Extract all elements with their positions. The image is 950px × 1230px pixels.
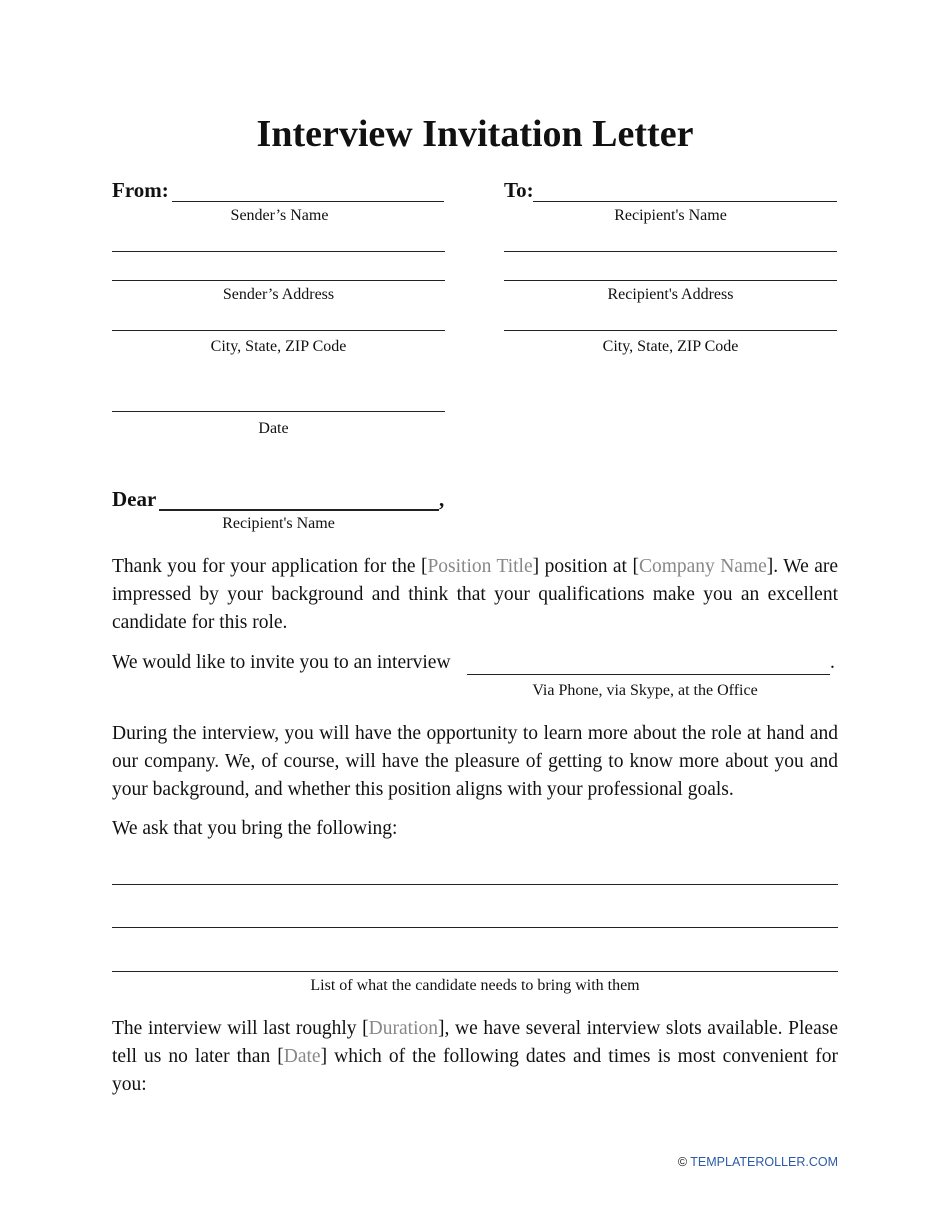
recipient-name-caption: Recipient's Name [614,207,727,224]
date-field[interactable] [112,411,445,412]
para1-text-2: position at [539,556,633,577]
interview-type-field[interactable] [467,674,830,675]
recipient-address-caption: Recipient's Address [607,286,734,303]
para3-bracket-close-1: ] [438,1018,445,1039]
sender-name-field[interactable] [172,201,444,202]
paragraph-application [112,553,838,637]
para1-bracket-open-1: [ [420,556,428,577]
footer-credit [678,1155,838,1169]
para3-bracket-close-2: ] [320,1046,328,1067]
position-title-placeholder[interactable]: Position Title [427,556,533,577]
para1-bracket-close-2: ] [766,556,774,577]
sender-address-caption: Sender’s Address [222,286,335,303]
para3-bracket-open-2: [ [277,1046,284,1067]
document-title: Interview Invitation Letter [256,113,694,155]
to-label: To: [504,178,534,202]
para3-bracket-open-1: [ [362,1018,369,1039]
interview-type-caption: Via Phone, via Skype, at the Office [532,682,758,699]
sender-address-line-1[interactable] [112,251,445,252]
bring-list-caption: List of what the candidate needs to bring with them [310,977,640,994]
salutation-comma: , [439,487,445,511]
bring-list-line-1[interactable] [112,884,838,885]
salutation-name-field[interactable] [159,509,439,511]
para1-bracket-open-2: [ [632,556,639,577]
sender-city-field[interactable] [112,330,445,331]
duration-placeholder[interactable]: Duration [368,1018,438,1039]
recipient-city-caption: City, State, ZIP Code [602,338,739,355]
para1-text-1: Thank you for your application for the [112,556,421,577]
company-name-placeholder[interactable]: Company Name [638,556,767,577]
para1-bracket-close-1: ] [532,556,540,577]
dear-label: Dear [112,487,157,511]
interview-period: . [830,652,835,673]
copyright-icon: © [677,1155,688,1169]
bring-intro-text: We ask that you bring the following: [112,818,398,839]
para3-text-1: The interview will last roughly [112,1018,363,1039]
recipient-city-field[interactable] [504,330,837,331]
sender-city-caption: City, State, ZIP Code [210,338,347,355]
recipient-name-field[interactable] [533,201,837,202]
para3-text-2: , we have several interview slots available. Please tell us no later than [112,1018,838,1067]
templateroller-link[interactable]: TEMPLATEROLLER.COM [690,1155,838,1169]
interview-invite-text: We would like to invite you to an interview [112,652,451,673]
bring-list-line-2[interactable] [112,927,838,928]
recipient-address-line-1[interactable] [504,251,837,252]
sender-address-line-2[interactable] [112,280,445,281]
sender-name-caption: Sender’s Name [230,207,329,224]
bring-list-line-3[interactable] [112,971,838,972]
reply-date-placeholder[interactable]: Date [283,1046,321,1067]
from-label: From: [112,178,169,202]
paragraph-scheduling [112,1015,838,1099]
para3-text-3: which of the following dates and times is most convenient for you: [112,1046,838,1095]
recipient-address-line-2[interactable] [504,280,837,281]
salutation-name-caption: Recipient's Name [222,515,335,532]
para1-text-3: . We are impressed by your background and think that your qualifications make you an excellent candidate for this role. [112,556,839,633]
paragraph-interview-details: During the interview, you will have the opportunity to learn more about the role at hand and our company. We, of course, will have the pleasure of getting to know more about you and your background, and whether this position aligns with your professional goals. [112,723,838,800]
date-caption: Date [258,420,289,437]
